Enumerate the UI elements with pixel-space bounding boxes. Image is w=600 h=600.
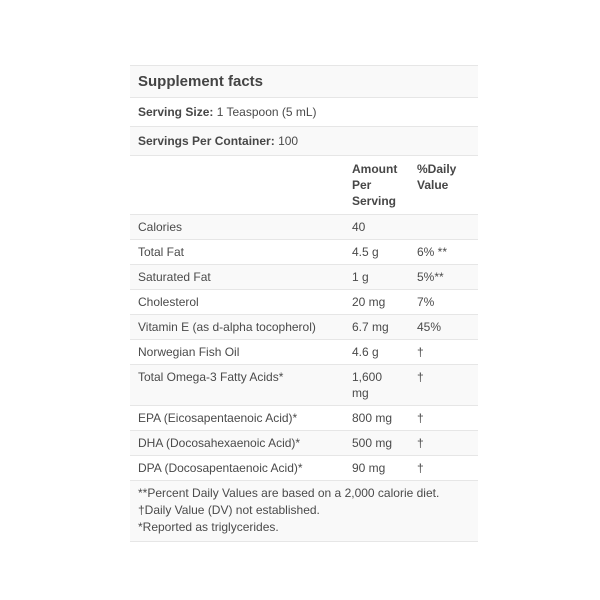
daily-value: 7% bbox=[417, 295, 435, 309]
daily-value: † bbox=[417, 461, 424, 475]
table-row bbox=[130, 215, 478, 240]
nutrient-name: Total Fat bbox=[138, 245, 185, 259]
daily-value: † bbox=[417, 370, 424, 384]
amount-value: 4.5 g bbox=[352, 245, 379, 259]
table-row bbox=[130, 406, 478, 431]
column-header-daily-value: %Daily Value bbox=[417, 162, 457, 192]
amount-value: 800 mg bbox=[352, 411, 393, 425]
table-row bbox=[130, 315, 478, 340]
nutrient-name: Cholesterol bbox=[138, 295, 199, 309]
column-header-amount: Amount Per Serving bbox=[352, 162, 398, 208]
nutrient-name: Saturated Fat bbox=[138, 270, 211, 284]
table-row bbox=[130, 240, 478, 265]
footnote-percent-daily: **Percent Daily Values are based on a 2,000 calorie diet. bbox=[138, 486, 440, 500]
amount-value: 500 mg bbox=[352, 436, 393, 450]
amount-value: 1 g bbox=[352, 270, 369, 284]
servings-per-container-row bbox=[130, 127, 478, 156]
serving-size-value: 1 Teaspoon (5 mL) bbox=[216, 105, 317, 119]
table-row bbox=[130, 365, 478, 406]
amount-value: 90 mg bbox=[352, 461, 386, 475]
servings-per-container-value: 100 bbox=[278, 134, 299, 148]
column-header-row bbox=[130, 156, 478, 215]
amount-value: 1,600 mg bbox=[352, 370, 383, 400]
amount-value: 20 mg bbox=[352, 295, 386, 309]
daily-value: 6% ** bbox=[417, 245, 448, 259]
table-row bbox=[130, 340, 478, 365]
table-row bbox=[130, 456, 478, 481]
table-row bbox=[130, 290, 478, 315]
table-title: Supplement facts bbox=[130, 65, 478, 98]
daily-value: † bbox=[417, 436, 424, 450]
serving-size-row bbox=[130, 98, 478, 127]
nutrient-name: Total Omega-3 Fatty Acids* bbox=[138, 370, 284, 384]
amount-value: 6.7 mg bbox=[352, 320, 389, 334]
nutrient-name: DHA (Docosahexaenoic Acid)* bbox=[138, 436, 301, 450]
daily-value: 45% bbox=[417, 320, 442, 334]
amount-value: 4.6 g bbox=[352, 345, 379, 359]
nutrient-name: Vitamin E (as d-alpha tocopherol) bbox=[138, 320, 316, 334]
footnotes-section bbox=[130, 481, 478, 542]
serving-size-label: Serving Size: bbox=[138, 105, 214, 119]
table-row bbox=[130, 265, 478, 290]
footnote-daily-value: †Daily Value (DV) not established. bbox=[138, 503, 320, 517]
nutrient-name: DPA (Docosapentaenoic Acid)* bbox=[138, 461, 303, 475]
nutrient-name: Calories bbox=[138, 220, 183, 234]
daily-value: † bbox=[417, 411, 424, 425]
amount-value: 40 bbox=[352, 220, 366, 234]
footnote-triglycerides: *Reported as triglycerides. bbox=[138, 520, 279, 534]
nutrient-name: Norwegian Fish Oil bbox=[138, 345, 240, 359]
nutrient-name: EPA (Eicosapentaenoic Acid)* bbox=[138, 411, 298, 425]
daily-value: 5%** bbox=[417, 270, 444, 284]
supplement-facts-table bbox=[130, 65, 478, 542]
table-row bbox=[130, 431, 478, 456]
servings-per-container-label: Servings Per Container: bbox=[138, 134, 275, 148]
daily-value: † bbox=[417, 345, 424, 359]
